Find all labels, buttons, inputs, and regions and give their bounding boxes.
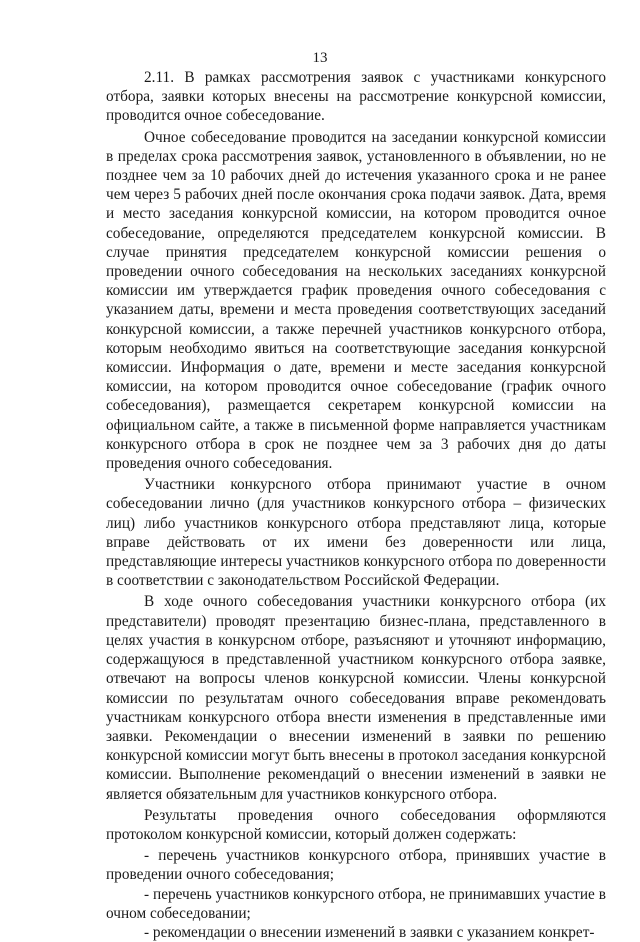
list-item: - рекомендации о внесении изменений в заявки с указанием конкрет-: [144, 923, 595, 941]
list-item: - перечень участников конкурсного отбора, принявших участие в проведении очного собеседования;: [106, 847, 606, 884]
document-body: [106, 68, 606, 942]
paragraph: Очное собеседование проводится на заседании конкурсной комиссии в пределах срока рассмотрения заявок, установленного в объявлении, но не позднее чем за 10 рабочих дней до истечения указанного срока и не ранее чем через 5 рабочих дней после окончания срока подачи заявок. Дата, время и место заседания конкурсной комиссии, на котором проводится очное собеседование, определяются председателем конкурсной комиссии. В случае принятия председателем конкурсной комиссии решения о проведении очного собеседования на нескольких заседаниях конкурсной комиссии им утверждается график проведения очного собеседования с указанием даты, времени и места проведения соответствующих заседаний конкурсной комиссии, а также перечней участников конкурсного отбора, которым необходимо явиться на соответствующие заседания конкурсной комиссии. Информация о дате, времени и месте заседания конкурсной комиссии, на котором проводится очное собеседование (график очного собеседования), размещается секретарем конкурсной комиссии на официальном сайте, а также в письменной форме направляется участникам конкурсного отбора в срок не позднее чем за 3 рабочих дня до даты проведения очного собеседования.: [106, 128, 606, 473]
paragraph: 2.11. В рамках рассмотрения заявок с участниками конкурсного отбора, заявки которых внесены на рассмотрение конкурсной комиссии, проводится очное собеседование.: [106, 69, 606, 125]
list-item: - перечень участников конкурсного отбора, не принимавших участие в очном собеседовании;: [106, 885, 606, 922]
paragraph: Результаты проведения очного собеседования оформляются протоколом конкурсной комиссии, который должен содержать:: [106, 806, 606, 843]
page-number: 13: [312, 50, 328, 66]
paragraph: В ходе очного собеседования участники конкурсного отбора (их представители) проводят презентацию бизнес-плана, представленного в целях участия в конкурсном отборе, разъясняют и уточняют информацию, содержащуюся в представленной участником конкурсного отбора заявке, отвечают на вопросы членов конкурсной комиссии. Члены конкурсной комиссии по результатам очного собеседования вправе рекомендовать участникам конкурсного отбора внести изменения в представленные ими заявки. Рекомендации о внесении изменений в заявки по решению конкурсной комиссии могут быть внесены в протокол заседания конкурсной комиссии. Выполнение рекомендаций о внесении изменений в заявки не является обязательным для участников конкурсного отбора.: [106, 593, 606, 803]
paragraph: Участники конкурсного отбора принимают участие в очном собеседовании лично (для участников конкурсного отбора – физических лиц) либо участников конкурсного отбора представляют лица, которые вправе действовать от их имени без доверенности или лица, представляющие интересы участников конкурсного отбора по доверенности в соответствии с законодательством Российской Федерации.: [106, 476, 606, 590]
